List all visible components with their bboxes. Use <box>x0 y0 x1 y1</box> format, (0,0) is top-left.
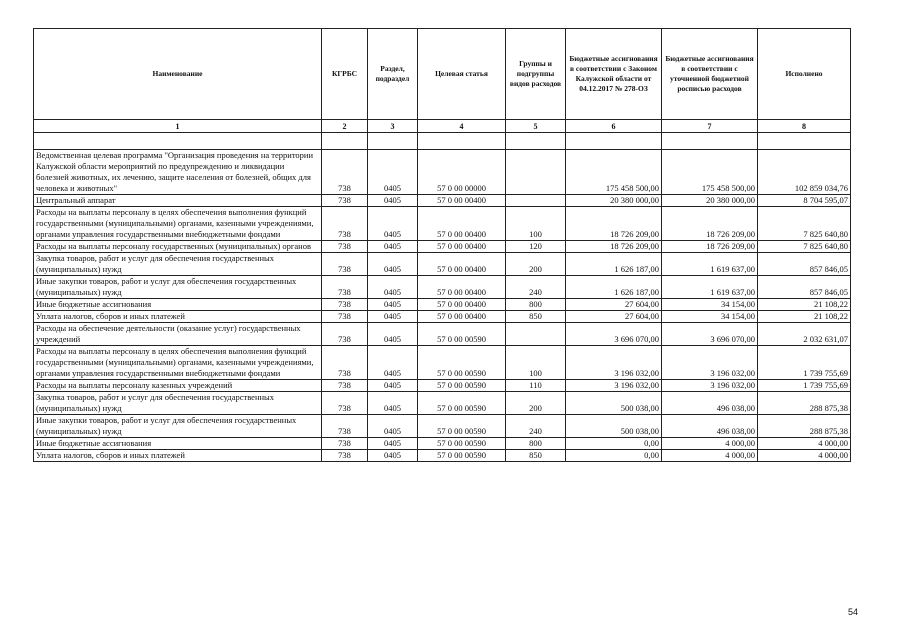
cell-group: 800 <box>506 438 566 450</box>
table-row <box>34 253 851 276</box>
table-row <box>34 150 851 195</box>
cell-group: 240 <box>506 276 566 299</box>
cell-refined: 34 154,00 <box>662 299 758 311</box>
cell-law: 0,00 <box>566 438 662 450</box>
cell-section: 0405 <box>368 438 418 450</box>
cell-name: Расходы на выплаты персоналу в целях обеспечения выполнения функций государственными (муниципальными) органами, казенными учреждениями, органами управления государственными внебюджетными фондами <box>34 207 322 241</box>
cell-refined: 496 038,00 <box>662 392 758 415</box>
cell-kgrbs: 738 <box>322 241 368 253</box>
cell-section: 0405 <box>368 450 418 462</box>
table-row <box>34 346 851 380</box>
cell-law: 1 626 187,00 <box>566 253 662 276</box>
cell-law: 0,00 <box>566 450 662 462</box>
cell-refined: 20 380 000,00 <box>662 195 758 207</box>
header-section: Раздел, подраздел <box>368 29 418 120</box>
header-refined: Бюджетные ассигнования в соответствии с уточненной бюджетной росписью расходов <box>662 29 758 120</box>
cell-kgrbs: 738 <box>322 150 368 195</box>
header-done: Исполнено <box>758 29 851 120</box>
table-row <box>34 323 851 346</box>
cell-group <box>506 195 566 207</box>
cell-section: 0405 <box>368 207 418 241</box>
cell-done: 21 108,22 <box>758 299 851 311</box>
cell-kgrbs: 738 <box>322 323 368 346</box>
cell-section: 0405 <box>368 299 418 311</box>
cell-law: 18 726 209,00 <box>566 241 662 253</box>
cell-kgrbs: 738 <box>322 392 368 415</box>
cell-group <box>506 150 566 195</box>
cell-target: 57 0 00 00590 <box>418 392 506 415</box>
table-row <box>34 415 851 438</box>
cell-refined: 34 154,00 <box>662 311 758 323</box>
cell-done: 21 108,22 <box>758 311 851 323</box>
table-row <box>34 195 851 207</box>
cell-refined: 4 000,00 <box>662 438 758 450</box>
cell-target: 57 0 00 00400 <box>418 311 506 323</box>
column-number: 5 <box>506 120 566 133</box>
column-number: 7 <box>662 120 758 133</box>
cell-section: 0405 <box>368 415 418 438</box>
header-target: Целевая статья <box>418 29 506 120</box>
cell-section: 0405 <box>368 253 418 276</box>
spacer-row <box>34 133 851 150</box>
cell-target: 57 0 00 00400 <box>418 207 506 241</box>
cell-target: 57 0 00 00590 <box>418 438 506 450</box>
table-row <box>34 450 851 462</box>
cell-law: 27 604,00 <box>566 311 662 323</box>
cell-law: 3 196 032,00 <box>566 346 662 380</box>
cell-section: 0405 <box>368 323 418 346</box>
cell-group: 850 <box>506 450 566 462</box>
table-row <box>34 311 851 323</box>
cell-refined: 3 196 032,00 <box>662 380 758 392</box>
cell-done: 1 739 755,69 <box>758 346 851 380</box>
cell-target: 57 0 00 00590 <box>418 450 506 462</box>
cell-group: 800 <box>506 299 566 311</box>
cell-target: 57 0 00 00400 <box>418 276 506 299</box>
header-groups: Группы и подгруппы видов расходов <box>506 29 566 120</box>
cell-done: 102 859 034,76 <box>758 150 851 195</box>
cell-name: Иные закупки товаров, работ и услуг для обеспечения государственных (муниципальных) нужд <box>34 415 322 438</box>
cell-target: 57 0 00 00400 <box>418 241 506 253</box>
cell-group <box>506 323 566 346</box>
cell-target: 57 0 00 00590 <box>418 415 506 438</box>
cell-done: 4 000,00 <box>758 450 851 462</box>
empty-cell <box>322 133 368 150</box>
cell-done: 1 739 755,69 <box>758 380 851 392</box>
cell-group: 100 <box>506 346 566 380</box>
cell-refined: 175 458 500,00 <box>662 150 758 195</box>
cell-kgrbs: 738 <box>322 450 368 462</box>
cell-section: 0405 <box>368 150 418 195</box>
cell-kgrbs: 738 <box>322 380 368 392</box>
cell-group: 110 <box>506 380 566 392</box>
cell-refined: 3 196 032,00 <box>662 346 758 380</box>
cell-target: 57 0 00 00590 <box>418 323 506 346</box>
cell-section: 0405 <box>368 346 418 380</box>
cell-law: 20 380 000,00 <box>566 195 662 207</box>
cell-refined: 18 726 209,00 <box>662 207 758 241</box>
cell-kgrbs: 738 <box>322 207 368 241</box>
empty-cell <box>34 133 322 150</box>
cell-group: 240 <box>506 415 566 438</box>
empty-cell <box>758 133 851 150</box>
cell-group: 850 <box>506 311 566 323</box>
cell-section: 0405 <box>368 241 418 253</box>
cell-target: 57 0 00 00400 <box>418 195 506 207</box>
cell-section: 0405 <box>368 311 418 323</box>
cell-done: 7 825 640,80 <box>758 207 851 241</box>
empty-cell <box>662 133 758 150</box>
budget-table <box>33 28 851 462</box>
cell-refined: 18 726 209,00 <box>662 241 758 253</box>
cell-law: 175 458 500,00 <box>566 150 662 195</box>
table-row <box>34 276 851 299</box>
cell-law: 3 696 070,00 <box>566 323 662 346</box>
cell-target: 57 0 00 00400 <box>418 253 506 276</box>
cell-name: Расходы на выплаты персоналу в целях обеспечения выполнения функций государственными (муниципальными) органами, казенными учреждениями, органами управления государственными внебюджетными фондами <box>34 346 322 380</box>
column-number: 3 <box>368 120 418 133</box>
cell-refined: 4 000,00 <box>662 450 758 462</box>
cell-kgrbs: 738 <box>322 253 368 276</box>
cell-kgrbs: 738 <box>322 195 368 207</box>
cell-kgrbs: 738 <box>322 415 368 438</box>
cell-section: 0405 <box>368 276 418 299</box>
cell-refined: 3 696 070,00 <box>662 323 758 346</box>
table-row <box>34 380 851 392</box>
header-law: Бюджетные ассигнования в соответствии с Законом Калужской области от 04.12.2017 № 278-ОЗ <box>566 29 662 120</box>
cell-group: 100 <box>506 207 566 241</box>
cell-section: 0405 <box>368 380 418 392</box>
cell-group: 120 <box>506 241 566 253</box>
cell-name: Ведомственная целевая программа "Организация проведения на территории Калужской области мероприятий по предупреждению и ликвидации болезней животных, их лечению, защите населения от болезней, общих для человека и животных" <box>34 150 322 195</box>
cell-name: Иные закупки товаров, работ и услуг для обеспечения государственных (муниципальных) нужд <box>34 276 322 299</box>
cell-refined: 1 619 637,00 <box>662 276 758 299</box>
cell-done: 8 704 595,07 <box>758 195 851 207</box>
cell-target: 57 0 00 00590 <box>418 380 506 392</box>
cell-name: Закупка товаров, работ и услуг для обеспечения государственных (муниципальных) нужд <box>34 392 322 415</box>
cell-law: 18 726 209,00 <box>566 207 662 241</box>
cell-law: 3 196 032,00 <box>566 380 662 392</box>
empty-cell <box>566 133 662 150</box>
table-row <box>34 241 851 253</box>
cell-name: Центральный аппарат <box>34 195 322 207</box>
cell-done: 288 875,38 <box>758 415 851 438</box>
cell-name: Расходы на обеспечение деятельности (оказание услуг) государственных учреждений <box>34 323 322 346</box>
cell-target: 57 0 00 00590 <box>418 346 506 380</box>
column-number: 8 <box>758 120 851 133</box>
column-number: 6 <box>566 120 662 133</box>
empty-cell <box>418 133 506 150</box>
table-row <box>34 299 851 311</box>
header-kgrbs: КГРБС <box>322 29 368 120</box>
cell-done: 857 846,05 <box>758 253 851 276</box>
cell-law: 500 038,00 <box>566 392 662 415</box>
column-number-row <box>34 120 851 133</box>
cell-done: 4 000,00 <box>758 438 851 450</box>
cell-name: Иные бюджетные ассигнования <box>34 438 322 450</box>
column-number: 4 <box>418 120 506 133</box>
cell-law: 27 604,00 <box>566 299 662 311</box>
cell-done: 7 825 640,80 <box>758 241 851 253</box>
cell-group: 200 <box>506 392 566 415</box>
cell-refined: 1 619 637,00 <box>662 253 758 276</box>
cell-kgrbs: 738 <box>322 276 368 299</box>
cell-target: 57 0 00 00000 <box>418 150 506 195</box>
table-row <box>34 392 851 415</box>
empty-cell <box>506 133 566 150</box>
cell-target: 57 0 00 00400 <box>418 299 506 311</box>
cell-section: 0405 <box>368 392 418 415</box>
table-row <box>34 438 851 450</box>
cell-law: 500 038,00 <box>566 415 662 438</box>
empty-cell <box>368 133 418 150</box>
cell-law: 1 626 187,00 <box>566 276 662 299</box>
cell-section: 0405 <box>368 195 418 207</box>
cell-kgrbs: 738 <box>322 438 368 450</box>
header-name: Наименование <box>34 29 322 120</box>
table-row <box>34 207 851 241</box>
cell-name: Иные бюджетные ассигнования <box>34 299 322 311</box>
cell-kgrbs: 738 <box>322 346 368 380</box>
cell-name: Расходы на выплаты персоналу казенных учреждений <box>34 380 322 392</box>
cell-done: 2 032 631,07 <box>758 323 851 346</box>
column-number: 2 <box>322 120 368 133</box>
page-number: 54 <box>847 607 858 617</box>
cell-group: 200 <box>506 253 566 276</box>
cell-name: Уплата налогов, сборов и иных платежей <box>34 311 322 323</box>
cell-name: Закупка товаров, работ и услуг для обеспечения государственных (муниципальных) нужд <box>34 253 322 276</box>
cell-refined: 496 038,00 <box>662 415 758 438</box>
cell-name: Расходы на выплаты персоналу государственных (муниципальных) органов <box>34 241 322 253</box>
cell-kgrbs: 738 <box>322 311 368 323</box>
column-number: 1 <box>34 120 322 133</box>
cell-name: Уплата налогов, сборов и иных платежей <box>34 450 322 462</box>
header-row <box>34 29 851 120</box>
cell-done: 288 875,38 <box>758 392 851 415</box>
cell-done: 857 846,05 <box>758 276 851 299</box>
cell-kgrbs: 738 <box>322 299 368 311</box>
